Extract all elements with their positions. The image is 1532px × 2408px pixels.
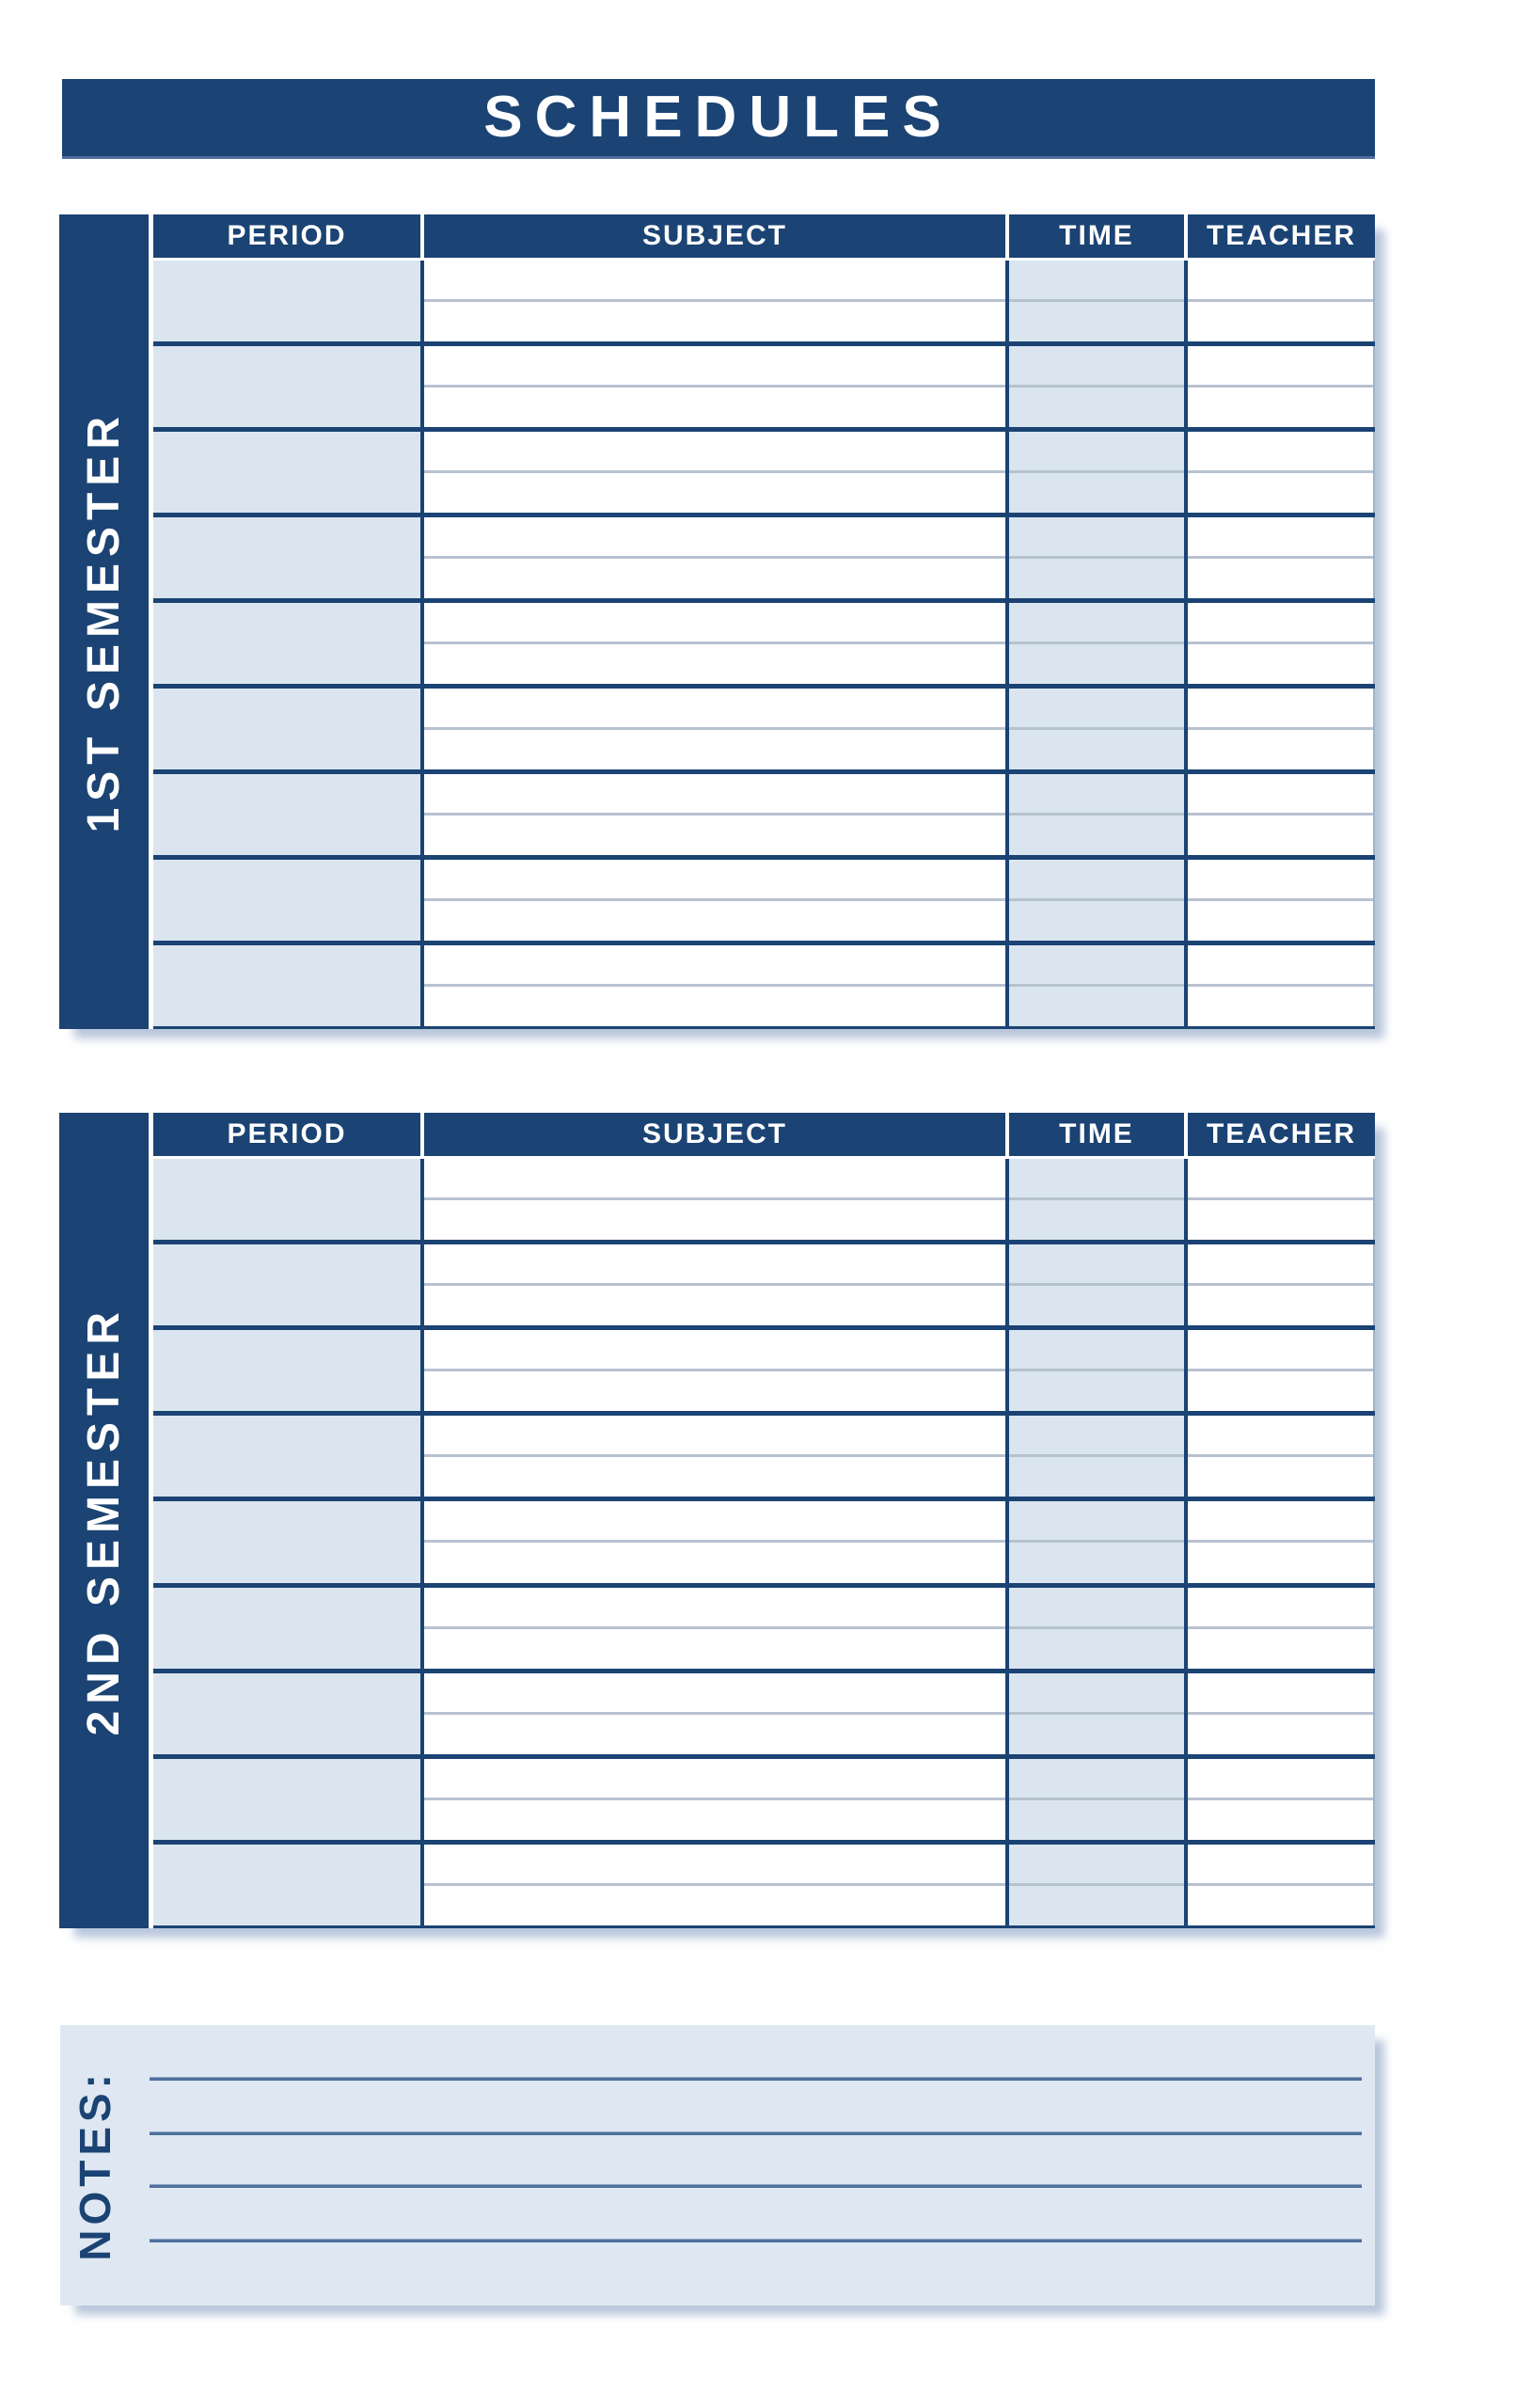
teacher-cell[interactable] [1184, 689, 1375, 769]
time-cell[interactable] [1005, 1673, 1184, 1754]
time-cell[interactable] [1005, 346, 1184, 427]
column-header-time: TIME [1005, 214, 1184, 258]
column-header-subject: SUBJECT [420, 1113, 1005, 1156]
column-header-teacher: TEACHER [1184, 1113, 1375, 1156]
teacher-cell[interactable] [1184, 1244, 1375, 1325]
subject-cell[interactable] [420, 1244, 1005, 1325]
column-header-subject: SUBJECT [420, 214, 1005, 258]
period-cell[interactable] [153, 1416, 420, 1497]
subject-cell[interactable] [420, 432, 1005, 513]
schedule-row [153, 769, 1375, 855]
period-cell[interactable] [153, 1159, 420, 1240]
time-cell[interactable] [1005, 1244, 1184, 1325]
schedule-row [153, 427, 1375, 513]
second-semester-grid [153, 1113, 1375, 1928]
schedule-row [153, 513, 1375, 598]
period-cell[interactable] [153, 346, 420, 427]
period-cell[interactable] [153, 1759, 420, 1840]
time-cell[interactable] [1005, 860, 1184, 941]
time-cell[interactable] [1005, 945, 1184, 1026]
period-cell[interactable] [153, 774, 420, 855]
subject-cell[interactable] [420, 1588, 1005, 1669]
period-cell[interactable] [153, 603, 420, 684]
subject-cell[interactable] [420, 689, 1005, 769]
time-cell[interactable] [1005, 1159, 1184, 1240]
notes-line[interactable] [150, 2131, 1362, 2135]
teacher-cell[interactable] [1184, 1673, 1375, 1754]
period-cell[interactable] [153, 432, 420, 513]
second-semester-body [153, 1156, 1375, 1928]
schedule-row [153, 1754, 1375, 1840]
first-semester-sidebar-label: 1ST SEMESTER [78, 410, 129, 833]
period-cell[interactable] [153, 1673, 420, 1754]
time-cell[interactable] [1005, 1759, 1184, 1840]
subject-cell[interactable] [420, 1159, 1005, 1240]
second-semester-sidebar [59, 1113, 149, 1928]
column-header-teacher: TEACHER [1184, 214, 1375, 258]
subject-cell[interactable] [420, 1501, 1005, 1582]
page-title: SCHEDULES [483, 85, 954, 150]
teacher-cell[interactable] [1184, 261, 1375, 341]
time-cell[interactable] [1005, 1588, 1184, 1669]
subject-cell[interactable] [420, 1330, 1005, 1411]
subject-cell[interactable] [420, 261, 1005, 341]
subject-cell[interactable] [420, 1673, 1005, 1754]
subject-cell[interactable] [420, 1416, 1005, 1497]
schedule-row [153, 1669, 1375, 1754]
subject-cell[interactable] [420, 603, 1005, 684]
teacher-cell[interactable] [1184, 1759, 1375, 1840]
schedule-row [153, 684, 1375, 769]
subject-cell[interactable] [420, 346, 1005, 427]
time-cell[interactable] [1005, 432, 1184, 513]
schedule-row [153, 1240, 1375, 1325]
schedule-row [153, 341, 1375, 427]
period-cell[interactable] [153, 517, 420, 598]
time-cell[interactable] [1005, 1501, 1184, 1582]
time-cell[interactable] [1005, 261, 1184, 341]
period-cell[interactable] [153, 689, 420, 769]
teacher-cell[interactable] [1184, 432, 1375, 513]
teacher-cell[interactable] [1184, 774, 1375, 855]
schedule-row [153, 1411, 1375, 1497]
schedule-row [153, 1583, 1375, 1669]
subject-cell[interactable] [420, 1759, 1005, 1840]
subject-cell[interactable] [420, 774, 1005, 855]
teacher-cell[interactable] [1184, 603, 1375, 684]
time-cell[interactable] [1005, 1330, 1184, 1411]
subject-cell[interactable] [420, 945, 1005, 1026]
time-cell[interactable] [1005, 603, 1184, 684]
teacher-cell[interactable] [1184, 1330, 1375, 1411]
time-cell[interactable] [1005, 1845, 1184, 1925]
schedule-row [153, 941, 1375, 1026]
schedule-row [153, 1497, 1375, 1582]
teacher-cell[interactable] [1184, 945, 1375, 1026]
column-header-time: TIME [1005, 1113, 1184, 1156]
notes-line[interactable] [150, 2077, 1362, 2081]
teacher-cell[interactable] [1184, 346, 1375, 427]
title-banner [62, 79, 1375, 159]
schedule-row [153, 258, 1375, 341]
period-cell[interactable] [153, 1845, 420, 1925]
first-semester-table [59, 214, 1375, 1029]
period-cell[interactable] [153, 1588, 420, 1669]
teacher-cell[interactable] [1184, 1588, 1375, 1669]
period-cell[interactable] [153, 1501, 420, 1582]
subject-cell[interactable] [420, 860, 1005, 941]
teacher-cell[interactable] [1184, 1159, 1375, 1240]
teacher-cell[interactable] [1184, 860, 1375, 941]
subject-cell[interactable] [420, 517, 1005, 598]
notes-label: NOTES: [71, 2069, 119, 2261]
period-cell[interactable] [153, 945, 420, 1026]
teacher-cell[interactable] [1184, 1416, 1375, 1497]
teacher-cell[interactable] [1184, 1845, 1375, 1925]
teacher-cell[interactable] [1184, 517, 1375, 598]
schedule-row [153, 1840, 1375, 1925]
column-header-period: PERIOD [227, 1118, 347, 1149]
notes-line[interactable] [150, 2239, 1362, 2242]
period-cell[interactable] [153, 1244, 420, 1325]
schedule-row [153, 1325, 1375, 1411]
first-semester-body [153, 258, 1375, 1029]
period-cell[interactable] [153, 860, 420, 941]
second-semester-header-row [153, 1113, 1375, 1156]
schedule-row [153, 598, 1375, 684]
schedule-row [153, 1156, 1375, 1240]
teacher-cell[interactable] [1184, 1501, 1375, 1582]
notes-section [60, 2025, 1375, 2305]
schedule-row [153, 855, 1375, 941]
time-cell[interactable] [1005, 689, 1184, 769]
time-cell[interactable] [1005, 774, 1184, 855]
first-semester-grid [153, 214, 1375, 1029]
second-semester-table [59, 1113, 1375, 1928]
notes-label-wrap [73, 2025, 117, 2305]
time-cell[interactable] [1005, 1416, 1184, 1497]
period-cell[interactable] [153, 1330, 420, 1411]
first-semester-sidebar [59, 214, 149, 1029]
subject-cell[interactable] [420, 1845, 1005, 1925]
column-header-period: PERIOD [227, 220, 347, 251]
period-cell[interactable] [153, 261, 420, 341]
first-semester-header-row [153, 214, 1375, 258]
notes-line[interactable] [150, 2184, 1362, 2188]
second-semester-sidebar-label: 2ND SEMESTER [78, 1305, 129, 1736]
time-cell[interactable] [1005, 517, 1184, 598]
